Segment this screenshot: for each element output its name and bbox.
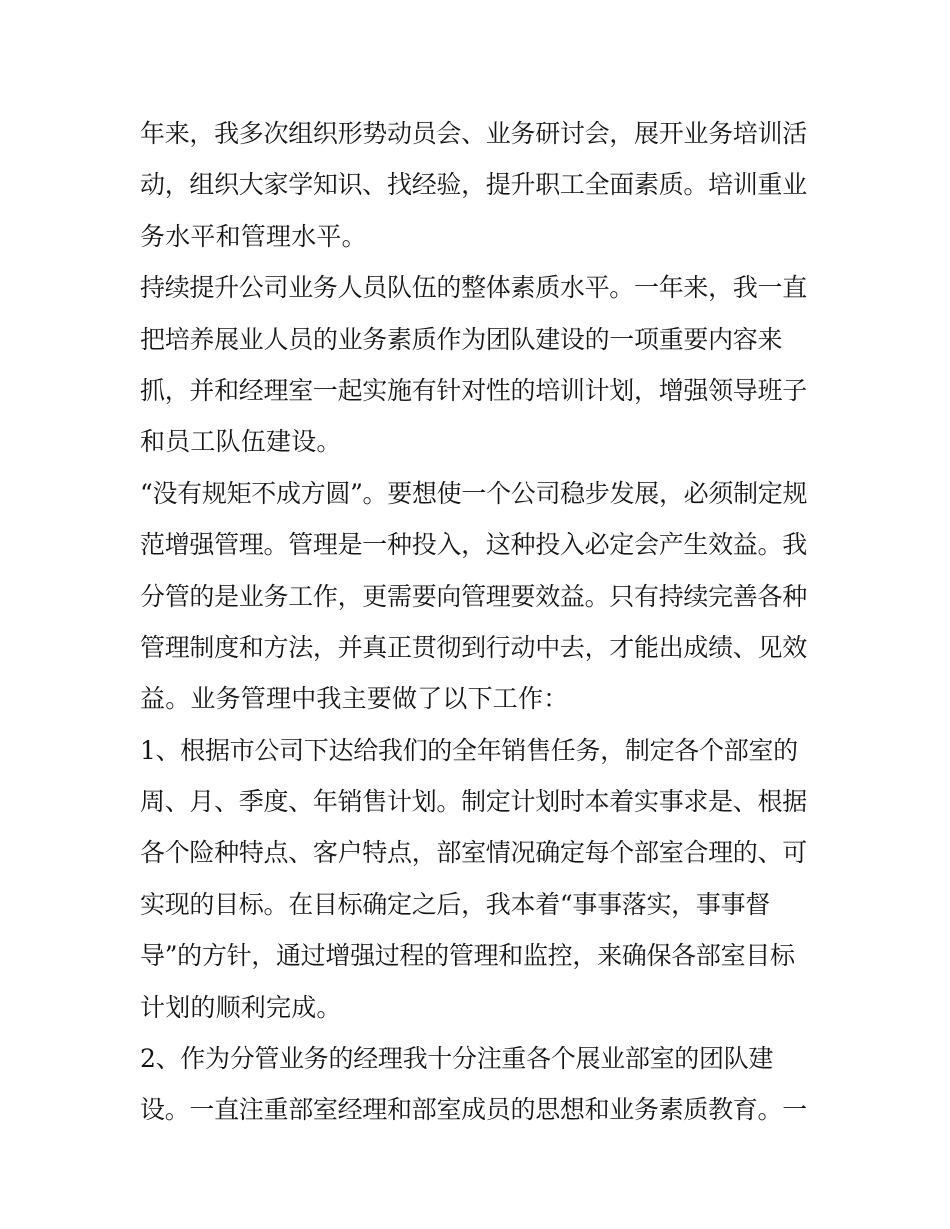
text-line: 2、作为分管业务的经理我十分注重各个展业部室的团队建: [140, 1044, 774, 1074]
text-line: 计划的顺利完成。: [140, 992, 342, 1022]
text-line: 各个险种特点、客户特点，部室情况确定每个部室合理的、可: [140, 838, 807, 868]
text-line: 益。业务管理中我主要做了以下工作：: [140, 684, 569, 714]
text-line: “没有规矩不成方圆”。要想使一个公司稳步发展，必须制定规: [140, 478, 808, 508]
text-line: 管理制度和方法，并真正贯彻到行动中去，才能出成绩、见效: [140, 632, 807, 662]
text-line: 设。一直注重部室经理和部室成员的思想和业务素质教育。一: [140, 1095, 807, 1125]
text-line: 年来，我多次组织形势动员会、业务研讨会，展开业务培训活: [140, 119, 807, 148]
text-line: 导”的方针，通过增强过程的管理和监控，来确保各部室目标: [140, 941, 795, 971]
text-line: 把培养展业人员的业务素质作为团队建设的一项重要内容来: [140, 324, 783, 354]
text-line: 抓，并和经理室一起实施有针对性的培训计划，增强领导班子: [140, 375, 807, 405]
text-line: 实现的目标。在目标确定之后，我本着“事事落实，事事督: [140, 889, 770, 919]
text-line: 1、根据市公司下达给我们的全年销售任务，制定各个部室的: [140, 735, 798, 765]
text-line: 和员工队伍建设。: [140, 427, 342, 457]
text-line: 动，组织大家学知识、找经验，提升职工全面素质。培训重业: [140, 170, 807, 200]
text-line: 范增强管理。管理是一种投入，这种投入必定会产生效益。我: [140, 530, 807, 560]
document-body: [140, 108, 820, 1136]
text-line: 分管的是业务工作，更需要向管理要效益。只有持续完善各种: [140, 581, 807, 611]
text-line: 周、月、季度、年销售计划。制定计划时本着实事求是、根据: [140, 787, 807, 817]
text-line: 务水平和管理水平。: [140, 221, 367, 251]
text-line: 持续提升公司业务人员队伍的整体素质水平。一年来，我一直: [140, 273, 807, 303]
